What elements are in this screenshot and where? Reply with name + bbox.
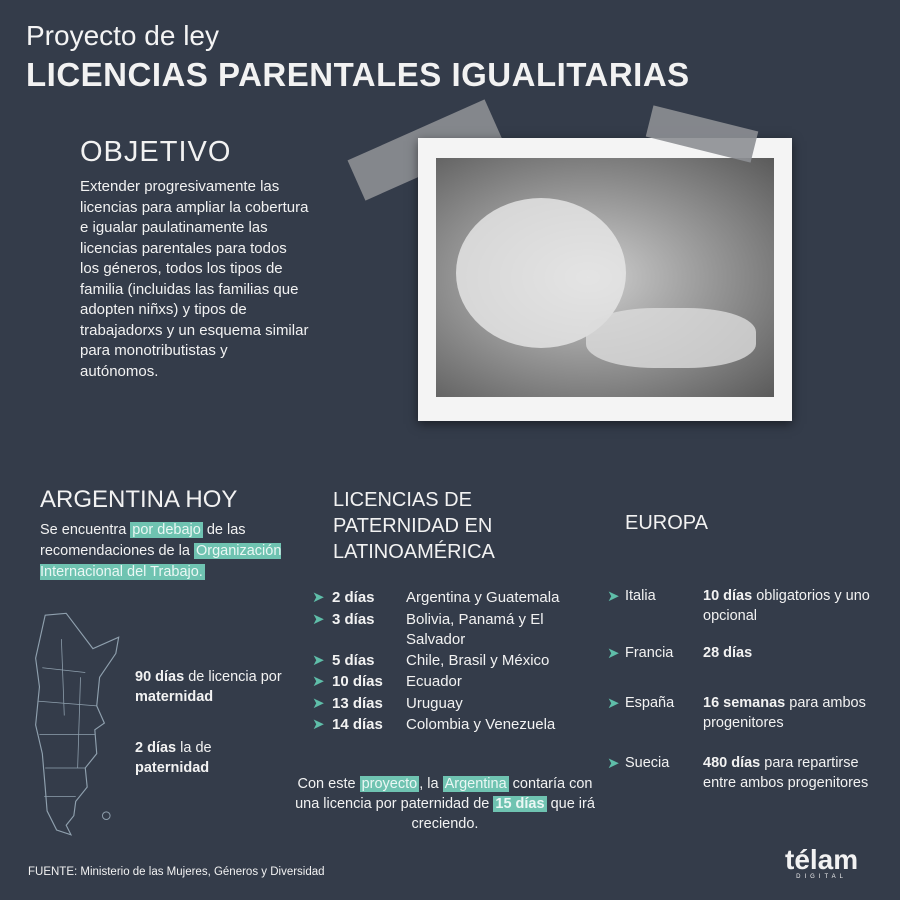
value: 10 días (703, 588, 753, 604)
countries: Chile, Brasil y México (406, 652, 550, 669)
text: Se encuentra (40, 522, 131, 538)
argentina-text (40, 520, 295, 583)
days: 3 días (332, 611, 375, 628)
chevron-right-icon: ➤ (607, 695, 620, 712)
days: 13 días (332, 695, 383, 712)
days: 10 días (332, 673, 383, 690)
value: 28 días (703, 645, 753, 661)
baby-photo (436, 158, 774, 397)
page-title: LICENCIAS PARENTALES IGUALITARIAS (26, 56, 690, 93)
europa-item (607, 694, 883, 733)
countries: Ecuador (406, 673, 462, 690)
latam-item (312, 694, 596, 714)
detail: obligatorios y uno opcional (703, 588, 870, 624)
europa-item (607, 587, 883, 626)
telam-logo (785, 846, 858, 880)
europa-item (607, 754, 883, 793)
source: FUENTE: Ministerio de las Mujeres, Géneros y Diversidad (28, 866, 325, 878)
text: contaría con una licencia por paternidad de (295, 776, 593, 812)
latam-item (312, 588, 596, 608)
chevron-right-icon: ➤ (607, 755, 620, 772)
europa-heading: EUROPA (625, 512, 708, 534)
value: 16 semanas (703, 695, 786, 711)
europa-item (607, 644, 883, 664)
chevron-right-icon: ➤ (312, 652, 325, 669)
chevron-right-icon: ➤ (312, 716, 325, 733)
days: 5 días (332, 652, 375, 669)
country: Suecia (625, 755, 670, 771)
latam-item (312, 715, 596, 735)
countries: Uruguay (406, 695, 463, 712)
latam-heading: LICENCIAS DE PATERNIDAD EN LATINOAMÉRICA (333, 489, 495, 563)
detail: para repartirse entre ambos progenitores (703, 755, 869, 791)
chevron-right-icon: ➤ (312, 589, 325, 606)
chevron-right-icon: ➤ (312, 673, 325, 690)
conclusion (295, 774, 595, 834)
value: 480 días (703, 755, 761, 771)
chevron-right-icon: ➤ (312, 611, 325, 628)
text: , la (419, 776, 443, 792)
text: de licencia por (184, 669, 282, 685)
detail: para ambos progenitores (703, 695, 866, 731)
latam-item (312, 672, 596, 692)
photo-frame (418, 138, 792, 421)
countries: Bolivia, Panamá y El Salvador (406, 611, 544, 648)
stat-maternidad (135, 667, 300, 707)
argentina-heading: ARGENTINA HOY (40, 486, 238, 513)
chevron-right-icon: ➤ (607, 645, 620, 662)
text: la de (176, 740, 212, 756)
countries: Colombia y Venezuela (406, 716, 556, 733)
chevron-right-icon: ➤ (607, 588, 620, 605)
text: maternidad (135, 689, 214, 705)
logo-text: télam (785, 844, 859, 875)
text: Con este (297, 776, 360, 792)
stat-paternidad (135, 738, 255, 778)
highlight: Organización Internacional del Trabajo. (40, 543, 282, 580)
latam-item (312, 610, 596, 650)
highlight: proyecto (361, 776, 418, 792)
logo-subtext: DIGITAL (796, 874, 848, 880)
days: 2 días (332, 589, 375, 606)
highlight: Argentina (444, 776, 507, 792)
objetivo-text: Extender progresivamente las licencias para ampliar la cobertura e igualar paulatinamente las licencias parentales para todos los géneros, todos los tipos de familia (incluidas las familias que adopten niñxs) y tipos de trabajadorxs y un esquema similar para monotributistas y autónomos. (80, 178, 309, 380)
text: de las recomendaciones de la (40, 522, 246, 559)
chevron-right-icon: ➤ (312, 695, 325, 712)
country: Francia (625, 645, 674, 661)
objetivo-heading: OBJETIVO (80, 136, 232, 168)
subtitle: Proyecto de ley (26, 20, 219, 51)
text: 2 días (135, 740, 177, 756)
highlight: 15 días (495, 796, 545, 812)
countries: Argentina y Guatemala (406, 589, 560, 606)
days: 14 días (332, 716, 383, 733)
country: Italia (625, 588, 656, 604)
country: España (625, 695, 675, 711)
text: paternidad (135, 760, 210, 776)
highlight: por debajo (132, 522, 201, 538)
text: 90 días (135, 669, 185, 685)
latam-item (312, 651, 596, 671)
argentina-map (28, 605, 133, 845)
text: que irá creciendo. (411, 796, 595, 832)
